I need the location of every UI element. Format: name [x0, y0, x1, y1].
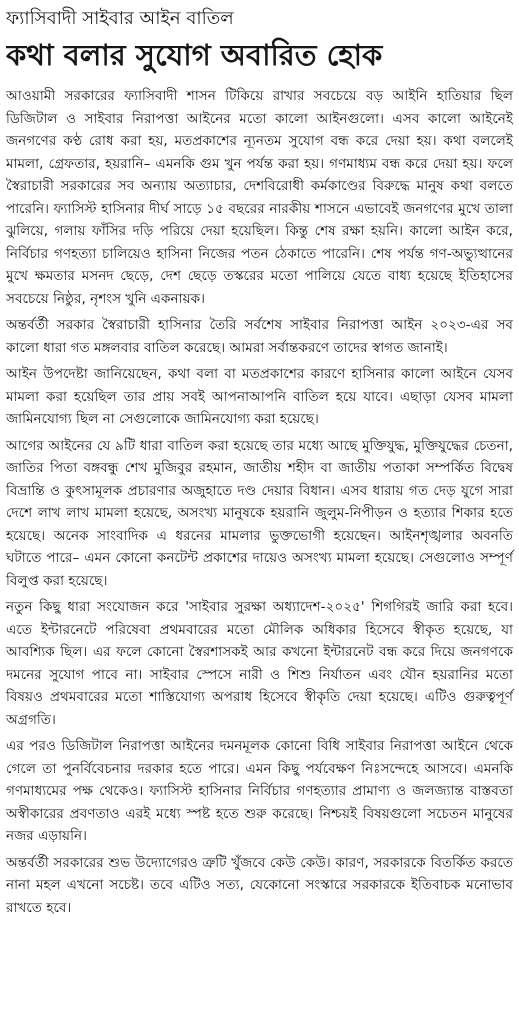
- editorial-article: [6, 5, 513, 923]
- article-headline: কথা বলার সুযোগ অবারিত হোক: [6, 38, 383, 72]
- article-kicker: ফ্যাসিবাদী সাইবার আইন বাতিল: [6, 8, 234, 29]
- article-paragraph-6: এর পরও ডিজিটাল নিরাপত্তা আইনের দমনমূলক কোনো বিধি সাইবার নিরাপত্তা আইনে থেকে গেলে তা পুনর্বিবেচনার দরকার হতে পারে। এমন কিছু পর্যবেক্ষণ নিঃসন্দেহে আসবে। এমনকি গণমাধ্যমের পক্ষ থেকেও। ফ্যাসিস্ট হাসিনার নির্বিচার গণহত্যার প্রামাণ্য ও জলজ্যান্ত বাস্তবতা অস্বীকারের প্রবণতাও এরই মধ্যে স্পষ্ট হতে শুরু করেছে। নিশ্চয়ই বিষয়গুলো সচেতন মানুষের নজর এড়ায়নি।: [6, 738, 513, 844]
- article-paragraph-7: অন্তর্বর্তী সরকারের শুভ উদ্যোগেরও ত্রুটি খুঁজবে কেউ কেউ। কারণ, সরকারকে বিতর্কিত করতে নানা মহল এখনো সচেষ্ট। তবে এটিও সত্য, যেকোনো সংস্কারে সরকারকে ইতিবাচক মনোভাব রাখতে হবে।: [6, 854, 513, 916]
- article-paragraph-1: আওয়ামী সরকারের ফ্যাসিবাদী শাসন টিকিয়ে রাখার সবচেয়ে বড় আইনি হাতিয়ার ছিল ডিজিটাল ও সাইবার নিরাপত্তা আইনের মতো কালো আইনগুলো। এসব কালো আইনেই জনগণের কণ্ঠ রোধ করা হয়, মতপ্রকাশের ন্যূনতম সুযোগ বন্ধ করে দেয়া হয়। কথা বললেই মামলা, গ্রেফতার, হয়রানি– এমনকি গুম খুন পর্যন্ত করা হয়। গণমাধ্যম বন্ধ করে দেয়া হয়। ফলে স্বৈরাচারী সরকারের সব অন্যায় অত্যাচার, দেশবিরোধী কর্মকাণ্ডের বিরুদ্ধে মানুষ কথা বলতে পারেনি। ফ্যাসিস্ট হাসিনার দীর্ঘ সাড়ে ১৫ বছরের নারকীয় শাসনে এভাবেই জনগণের মুখে তালা ঝুলিয়ে, গলায় ফাঁসির দড়ি পরিয়ে দেয়া হয়েছিল। কিন্তু শেষ রক্ষা হয়নি। কালো আইন করে, নির্বিচার গণহত্যা চালিয়েও হাসিনা নিজের পতন ঠেকাতে পারেনি। শেষ পর্যন্ত গণ-অভ্যুত্থানের মুখে ক্ষমতার মসনদ ছেড়ে, দেশ ছেড়ে তস্করের মতো পালিয়ে যেতে বাধ্য হয়েছে ইতিহাসের সবচেয়ে নিষ্ঠুর, নৃশংস খুনি একনায়ক।: [6, 88, 513, 307]
- article-paragraph-3: আইন উপদেষ্টা জানিয়েছেন, কথা বলা বা মতপ্রকাশের কারণে হাসিনার কালো আইনে যেসব মামলা করা হয়েছিল তার প্রায় সবই আপনাআপনি বাতিল হয়ে যাবে। এছাড়া যেসব মামলা জামিনযোগ্য ছিল না সেগুলোকে জামিনযোগ্য করা হয়েছে।: [6, 366, 513, 427]
- article-paragraph-4: আগের আইনের যে ৯টি ধারা বাতিল করা হয়েছে তার মধ্যে আছে মুক্তিযুদ্ধ, মুক্তিযুদ্ধের চেতনা, জাতির পিতা বঙ্গবন্ধু শেখ মুজিবুর রহমান, জাতীয় শহীদ বা জাতীয় পতাকা সম্পর্কিত বিদ্বেষ বিভ্রান্তি ও কুৎসামূলক প্রচারণার অজুহাতে দণ্ড দেয়ার বিধান। এসব ধারায় গত দেড় যুগে সারা দেশে লাখ লাখ মামলা হয়েছে, অসংখ্য মানুষকে হয়রানি জুলুম-নিপীড়ন ও হত্যার শিকার হতে হয়েছে। অনেক সাংবাদিক এ ধরনের মামলার ভুক্তভোগী হয়েছেন। আইনশৃঙ্খলার অবনতি ঘটাতে পারে– এমন কোনো কনটেন্ট প্রকাশের দায়েও অসংখ্য মামলা হয়েছে। সেগুলোও সম্পূর্ণ বিলুপ্ত করা হয়েছে।: [6, 437, 513, 589]
- article-body: [6, 85, 513, 919]
- article-paragraph-2: অন্তর্বর্তী সরকার স্বৈরাচারী হাসিনার তৈরি সর্বশেষ সাইবার নিরাপত্তা আইন ২০২৩-এর সব কালো ধারা গত মঙ্গলবার বাতিল করেছে। আমরা সর্বান্তকরণে তাদের স্বাগত জানাই।: [6, 317, 513, 356]
- article-paragraph-5: নতুন কিছু ধারা সংযোজন করে 'সাইবার সুরক্ষা অধ্যাদেশ-২০২৫' শিগগিরই জারি করা হবে। এতে ইন্টারনেটে পরিষেবা প্রথমবারের মতো মৌলিক অধিকার হিসেবে স্বীকৃত হয়েছে, যা আবশ্যিক ছিল। এর ফলে কোনো স্বৈরশাসকই আর কখনো ইন্টারনেট বন্ধ করে দিয়ে জনগণকে দমনের সুযোগ পাবে না। সাইবার স্পেসে নারী ও শিশু নির্যাতন এবং যৌন হয়রানির মতো বিষয়ও প্রথমবারের মতো শাস্তিযোগ্য অপরাধ হিসেবে স্বীকৃতি দেয়া হয়েছে। এটিও গুরুত্বপূর্ণ অগ্রগতি।: [6, 599, 513, 728]
